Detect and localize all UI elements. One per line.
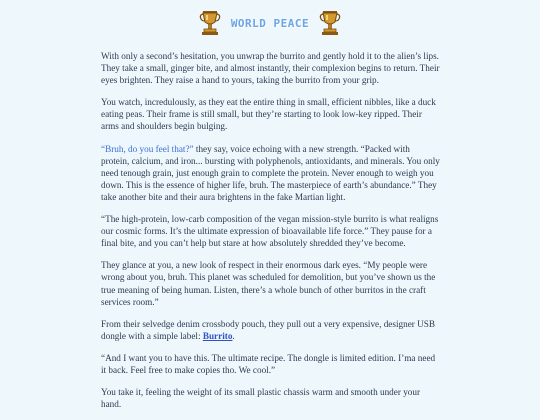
- page-title: WORLD PEACE: [230, 16, 310, 30]
- story-paragraph: [101, 318, 440, 342]
- story-text-run: .: [232, 330, 235, 341]
- header: [0, 0, 540, 46]
- story-text-run: they say, voice echoing with a new strength. “Packed with protein, calcium, and iron... bursting with polyphenols, antioxidants, and minerals. You only need tenough grain, just enough grain to complete the protein. Never enough to weigh you down. This is the essence of higher life, bruh. The masterpiece of earth’s abundance.” They take another bite and their aura brightens in the fake Martian light.: [101, 143, 440, 202]
- story-paragraph: You take it, feeling the weight of its small plastic chassis warm and smooth under your hand.: [101, 387, 421, 410]
- dialogue-highlight: “Bruh, do you feel that?”: [101, 143, 194, 154]
- burrito-link[interactable]: Burrito: [202, 330, 233, 341]
- story-paragraph: With only a second’s hesitation, you unwrap the burrito and gently hold it to the alien’s lips. They take a small, ginger bite, and almost instantly, their complexion begins to return. Their eyes brighten. They raise a hand to yours, taking the burrito from your grip.: [101, 51, 440, 86]
- story-paragraph: “And I want you to have this. The ultimate recipe. The dongle is limited edition. I’ma need it back. Feel free to make copies tho. We cool.”: [101, 352, 436, 375]
- story-text: [101, 50, 440, 420]
- story-paragraph: “The high-protein, low-carb composition of the vegan mission-style burrito is what realigns our cosmic forms. It’s the ultimate expression of bioavailable life force.” They pause for a final bite, and you can’t help but stare at how absolutely shredded they’ve become.: [101, 214, 439, 249]
- story-paragraph: They glance at you, a new look of respect in their enormous dark eyes. “My people were wrong about you, bruh. This planet was scheduled for demolition, but you’ve shown us the true meaning of being human. Listen, there’s a whole bunch of other burritos in the craft services room.”: [101, 260, 436, 307]
- trophy-icon: [199, 10, 221, 36]
- story-paragraph: You watch, incredulously, as they eat the entire thing in small, efficient nibbles, like a duck eating peas. Their frame is still small, but they’re starting to look low-key ripped. Their arms and shoulders begin bulging.: [101, 97, 436, 132]
- trophy-icon: [319, 10, 341, 36]
- story-text-run: From their selvedge denim crossbody pouch, they pull out a very expensive, designer USB dongle with a simple label:: [101, 318, 436, 341]
- story-paragraph: [101, 143, 440, 203]
